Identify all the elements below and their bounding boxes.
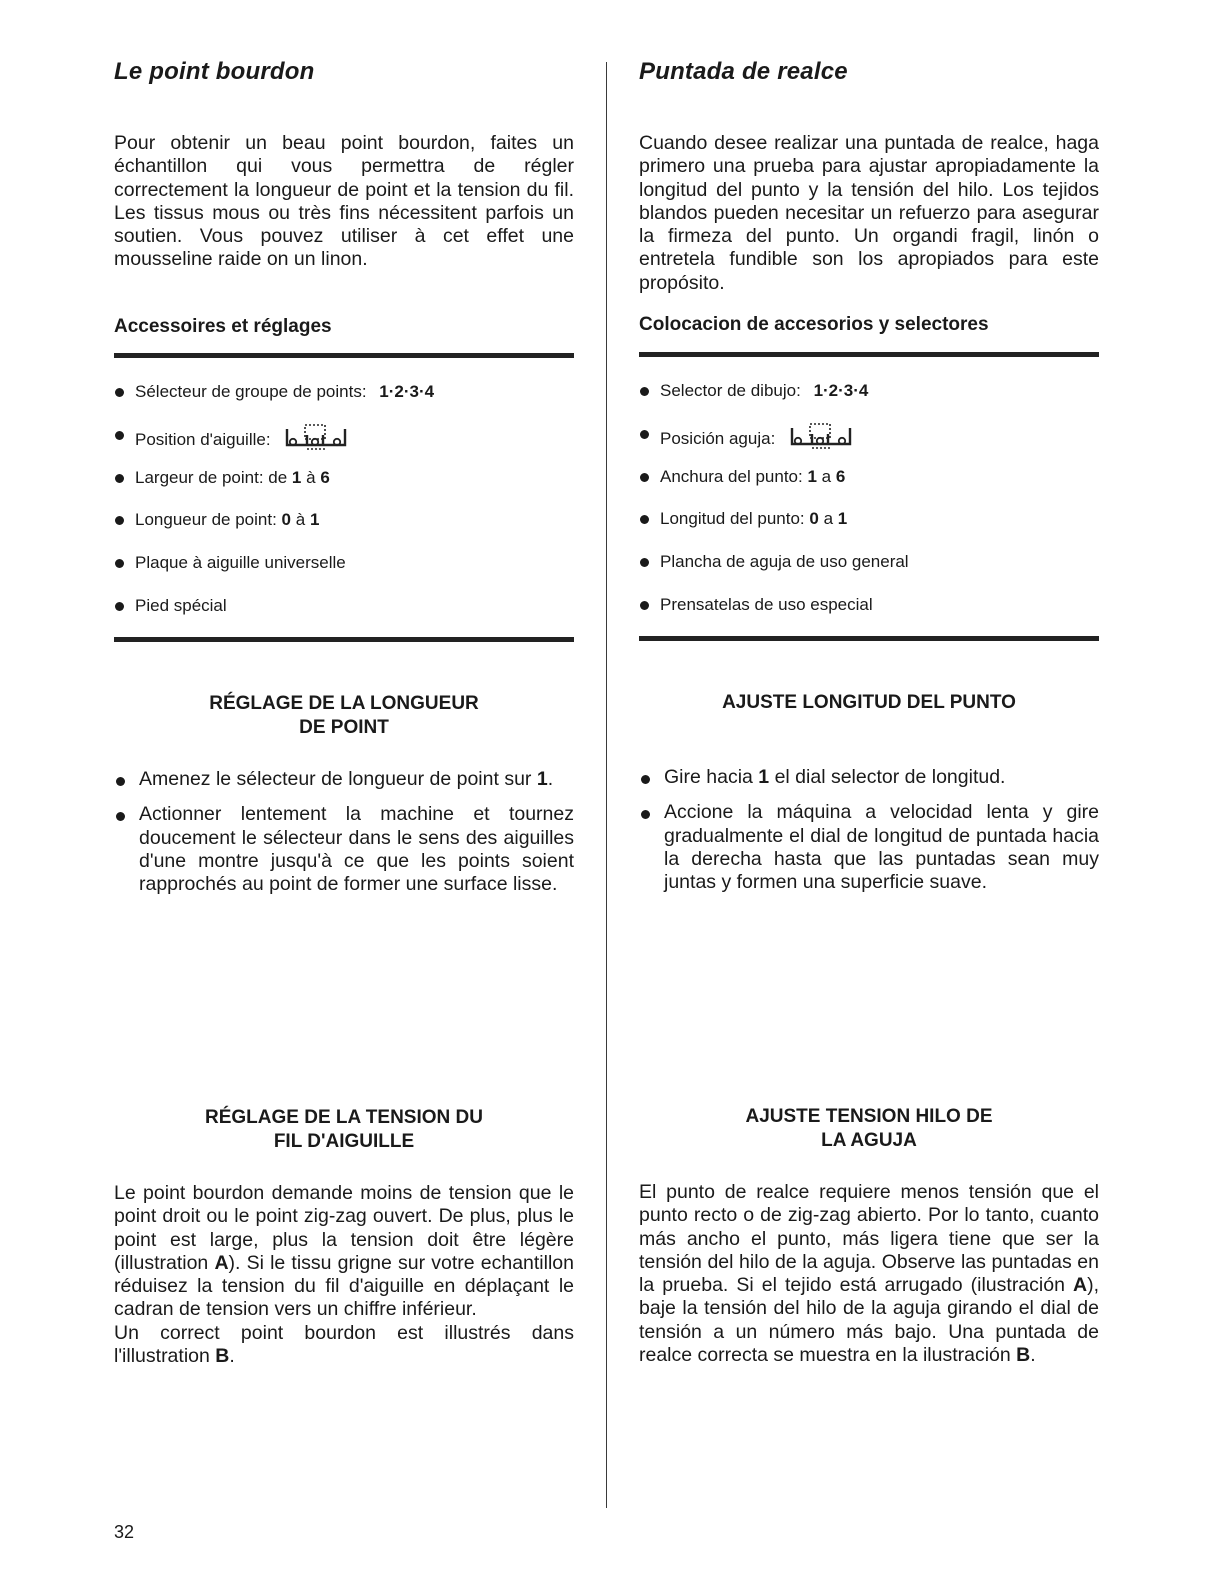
- accessories-heading-es: Colocacion de accesorios y selectores: [639, 314, 989, 335]
- stitch-length-steps-es: [639, 766, 1099, 906]
- stitch-length-heading-fr: RÉGLAGE DE LA LONGUEUR DE POINT: [209, 693, 479, 738]
- needle-position-icon: [788, 422, 854, 457]
- list-item: Amenez le sélecteur de longueur de point sur 1.: [114, 768, 574, 791]
- list-item: Plaque à aiguille universelle: [114, 551, 574, 594]
- list-item: Actionner lentement la machine et tournez doucement le sélecteur dans le sens des aiguilles d'une montre jusqu'à ce que les points soient rapprochés au point de former une surface lisse.: [114, 803, 574, 896]
- section-rule: [639, 352, 1099, 357]
- list-item: Gire hacia 1 el dial selector de longitud.: [639, 766, 1099, 789]
- accessories-list-fr: [114, 380, 574, 637]
- list-item: Anchura del punto: 1 a 6: [639, 465, 1099, 508]
- list-item: Selector de dibujo: 1·2·3·4: [639, 379, 1099, 422]
- list-item: Prensatelas de uso especial: [639, 593, 1099, 636]
- french-column: [114, 0, 574, 1584]
- list-item: Pied spécial: [114, 594, 574, 637]
- list-item: Accione la máquina a velocidad lenta y gire gradualmente el dial de longitud de puntada hacia la derecha hasta que las puntadas sean muy juntas y formen una superficie suave.: [639, 801, 1099, 894]
- accessories-heading-fr: Accessoires et réglages: [114, 316, 332, 337]
- tension-paragraph-fr: Le point bourdon demande moins de tension que le point droit ou le point zig-zag ouvert. De plus, plus le point est large, plus la tension doit être légère (illustration A). Si le tissu grigne sur votre echantillon réduisez la tension du fil d'aiguille en déplaçant le cadran de tension vers un chiffre inférieur. Un correct point bourdon est illustrés dans l'illustration B.: [114, 1182, 574, 1368]
- column-divider: [606, 62, 607, 1508]
- page-title-fr: Le point bourdon: [114, 58, 315, 85]
- page-number: 32: [114, 1522, 135, 1542]
- list-item: Posición aguja:: [639, 422, 1099, 465]
- list-item: Position d'aiguille:: [114, 423, 574, 466]
- tension-heading-es: AJUSTE TENSION HILO DE LA AGUJA: [745, 1106, 993, 1151]
- list-item: Longueur de point: 0 à 1: [114, 508, 574, 551]
- spanish-column: [639, 0, 1099, 1584]
- section-rule: [114, 353, 574, 358]
- accessories-list-es: [639, 379, 1099, 636]
- intro-paragraph-es: Cuando desee realizar una puntada de realce, haga primero una prueba para ajustar apropiadamente la longitud del punto y la tensión del hilo. Los tejidos blandos pueden necesitar un refuerzo para asegurar la firmeza del punto. Un organdi fragil, linón o entretela fundible son los apropiados para este propósito.: [639, 132, 1099, 294]
- section-rule: [639, 636, 1099, 641]
- stitch-length-heading-es: AJUSTE LONGITUD DEL PUNTO: [722, 692, 1016, 713]
- tension-heading-fr: RÉGLAGE DE LA TENSION DU FIL D'AIGUILLE: [205, 1107, 483, 1152]
- list-item: Largeur de point: de 1 à 6: [114, 466, 574, 509]
- page-title-es: Puntada de realce: [639, 58, 848, 85]
- section-rule: [114, 637, 574, 642]
- tension-paragraph-es: El punto de realce requiere menos tensión que el punto recto o de zig-zag abierto. Por lo tanto, cuanto más ancho el punto, más ligera tiene que ser la tensión del hilo de la aguja. Observe las puntadas en la prueba. Si el tejido está arrugado (ilustración A), baje la tensión del hilo de la aguja girando el dial de tensión a un número más bajo. Una puntada de realce correcta se muestra en la ilustración B.: [639, 1181, 1099, 1367]
- list-item: Plancha de aguja de uso general: [639, 550, 1099, 593]
- list-item: Longitud del punto: 0 a 1: [639, 507, 1099, 550]
- intro-paragraph-fr: Pour obtenir un beau point bourdon, faites un échantillon qui vous permettra de régler correctement la longueur de point et la tension du fil. Les tissus mous ou très fins nécessitent parfois un soutien. Vous pouvez utiliser à cet effet une mousseline raide on un linon.: [114, 132, 574, 271]
- stitch-length-steps-fr: [114, 768, 574, 908]
- needle-position-icon: [283, 423, 349, 458]
- list-item: Sélecteur de groupe de points: 1·2·3·4: [114, 380, 574, 423]
